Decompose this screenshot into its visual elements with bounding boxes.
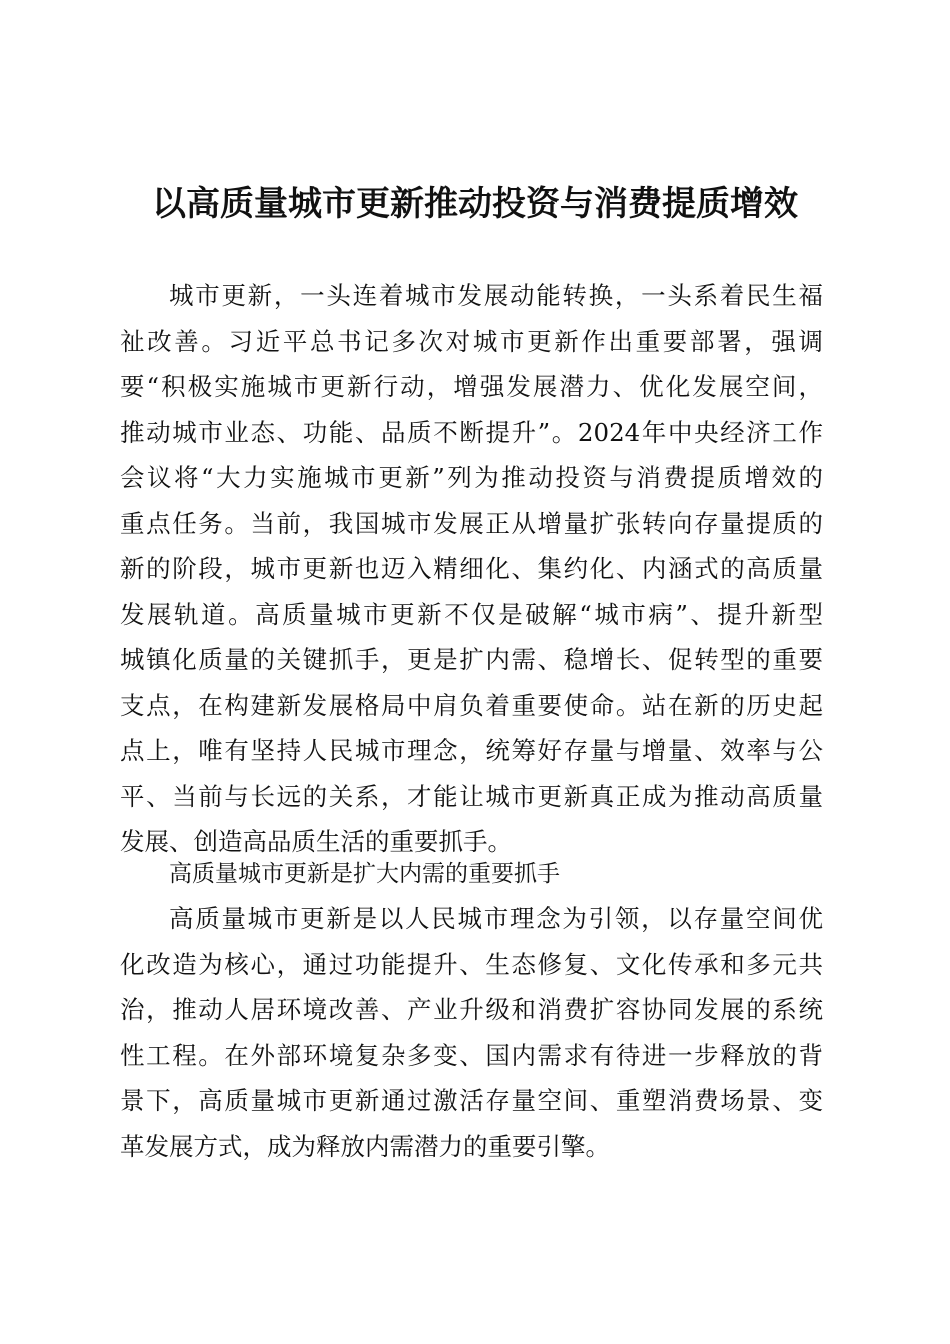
section-heading: 高质量城市更新是扩大内需的重要抓手 [169,861,560,887]
paragraph-line: 治，推动人居环境改善、产业升级和消费扩容协同发展的系统 [120,995,823,1024]
paragraph-line: 点上，唯有坚持人民城市理念，统筹好存量与增量、效率与公 [120,736,823,765]
paragraph-line: 城市更新，一头连着城市发展动能转换，一头系着民生福 [169,281,823,310]
paragraph-line: 景下，高质量城市更新通过激活存量空间、重塑消费场景、变 [120,1086,823,1115]
paragraph-line: 性工程。在外部环境复杂多变、国内需求有待进一步释放的背 [120,1040,823,1070]
paragraph-1 [120,273,823,865]
paragraph-line: 新的阶段，城市更新也迈入精细化、集约化、内涵式的高质量 [120,554,823,583]
paragraph-2 [120,896,823,1169]
paragraph-line: 发展、创造高品质生活的重要抓手。 [120,827,512,856]
paragraph-line: 推动城市业态、功能、品质不断提升”。2024年中央经济工作 [120,417,823,447]
paragraph-line: 重点任务。当前，我国城市发展正从增量扩张转向存量提质的 [120,508,823,538]
paragraph-line: 支点，在构建新发展格局中肩负着重要使命。站在新的历史起 [120,690,823,720]
paragraph-line: 祉改善。习近平总书记多次对城市更新作出重要部署，强调 [120,326,823,356]
paragraph-line: 会议将“大力实施城市更新”列为推动投资与消费提质增效的 [120,463,823,492]
paragraph-line: 要“积极实施城市更新行动，增强发展潜力、优化发展空间， [120,372,823,401]
document-title: 以高质量城市更新推动投资与消费提质增效 [152,184,798,224]
paragraph-line: 化改造为核心，通过功能提升、生态修复、文化传承和多元共 [120,949,823,979]
paragraph-line: 城镇化质量的关键抓手，更是扩内需、稳增长、促转型的重要 [120,645,823,674]
paragraph-line: 革发展方式，成为释放内需潜力的重要引擎。 [120,1131,610,1161]
paragraph-line: 高质量城市更新是以人民城市理念为引领，以存量空间优 [169,904,823,933]
paragraph-line: 平、当前与长远的关系，才能让城市更新真正成为推动高质量 [120,781,823,811]
paragraph-line: 发展轨道。高质量城市更新不仅是破解“城市病”、提升新型 [120,599,823,629]
